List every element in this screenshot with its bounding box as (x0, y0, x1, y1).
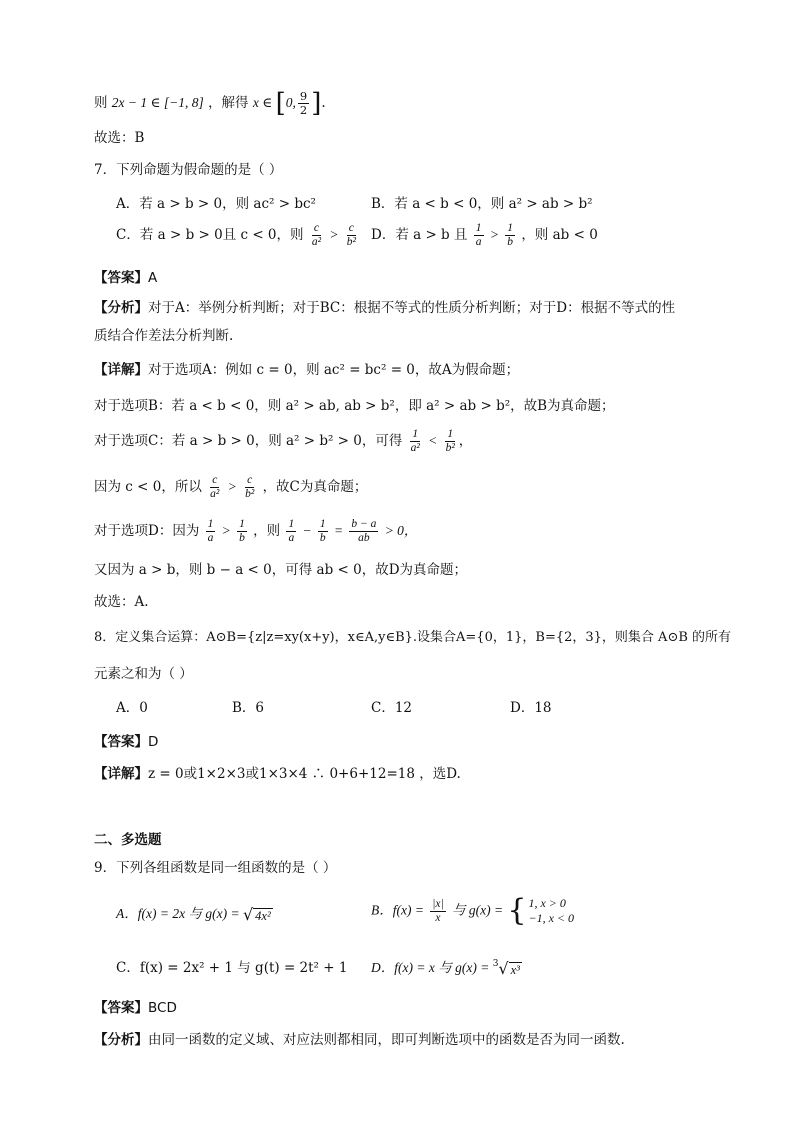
q7-detail-line2: 对于选项B：若 a < b < 0，则 a² > ab, ab > b²，即 a² > ab > b²，故B为真命题； (94, 398, 615, 414)
section-heading: 二、多选题 (94, 832, 162, 848)
fraction: $\frac{1}{a}$ (288, 518, 295, 544)
q9-option-d: D．f(x) = x 与 g(x) = $^3$√ x³ (371, 959, 520, 978)
cube-root: $^3$√ x³ (492, 959, 520, 978)
fraction: $\frac{|x|}{x}$ (432, 897, 444, 924)
q7-option-d: D．若 a > b 且 $\frac{1}{a}$ > $\frac{1}{b}$ ，则 ab < 0 (371, 222, 598, 248)
fraction: $\frac{1}{b}$ (239, 518, 245, 544)
fraction: $\frac{b - a}{ab}$ (351, 518, 377, 544)
fraction: $\frac{1}{\text{a²}}$ (410, 428, 420, 454)
fraction: $\frac{9}{2}$ (299, 89, 308, 117)
q8-title-line2: 元素之和为（ ） (94, 666, 193, 682)
q9-option-c: C．f(x) = 2x² + 1 与 g(t) = 2t² + 1 (116, 960, 348, 976)
fraction: $\frac{c}{\text{b²}}$ (346, 222, 356, 248)
q9-analysis: 【分析】由同一函数的定义域、对应法则都相同，即可判断选项中的函数是否为同一函数. (94, 1032, 625, 1048)
q7-title: 7．下列命题为假命题的是（ ） (94, 162, 283, 178)
q7-option-a: A．若 a > b > 0，则 ac² > bc² (116, 196, 316, 212)
fraction: $\frac{1}{b}$ (319, 518, 326, 544)
q7-detail-line1: 【详解】对于选项A：例如 c = 0，则 ac² = bc² = 0，故A为假命题； (94, 362, 520, 378)
q9-option-a: A．f(x) = 2x 与 g(x) = √ 4x² (116, 905, 271, 924)
q9-answer: 【答案】BCD (94, 1000, 177, 1016)
q7-detail-line3: 对于选项C：若 a > b > 0，则 a² > b² > 0，可得 $\frac{1}{\text{a²}}$ < $\frac{1}{\text{b²}}$ ， (94, 428, 473, 454)
q7-analysis-line1: 【分析】对于A：举例分析判断；对于BC：根据不等式的性质分析判断；对于D：根据不等式的性 (94, 300, 676, 316)
q7-detail-line6: 又因为 a > b，则 b − a < 0，可得 ab < 0，故D为真命题； (94, 562, 468, 578)
piecewise-function: { 1, x > 0 −1, x < 0 (507, 893, 575, 928)
q7-option-b: B．若 a < b < 0，则 a² > ab > b² (371, 196, 593, 212)
q8-option-b: B．6 (232, 700, 265, 716)
fraction: $\frac{c}{\text{a²}}$ (311, 222, 322, 248)
fraction: $\frac{1}{b}$ (507, 222, 514, 248)
intro-line: 则 2x − 1 ∈ [−1, 8] ，解得 x ∈ [0, $\frac{9}{2}$ ]. (94, 88, 326, 119)
q9-title: 9．下列各组函数是同一组函数的是（ ） (94, 860, 337, 876)
q7-choose: 故选：A. (94, 594, 149, 610)
intro-choose: 故选：B (94, 130, 145, 146)
q7-detail-line5: 对于选项D：因为 $\frac{1}{a}$ > $\frac{1}{b}$ ，则 $\frac{1}{a}$ − $\frac{1}{b}$ = $\frac{b - a}{ab}$ > 0， (94, 518, 418, 544)
q8-answer: 【答案】D (94, 734, 159, 750)
q8-option-d: D．18 (510, 700, 552, 716)
fraction: $\frac{1}{\text{b²}}$ (445, 428, 455, 454)
fraction: $\frac{c}{\text{b²}}$ (245, 474, 255, 500)
intro-math-range: 2x − 1 ∈ [−1, 8] (111, 95, 204, 110)
q7-answer: 【答案】A (94, 270, 158, 286)
q8-title-line1: 8．定义集合运算：A⊙B={z|z=xy(x+y)，x∈A,y∈B}.设集合A={0，1}，B={2，3}，则集合 A⊙B 的所有 (94, 630, 732, 645)
q8-detail: 【详解】z = 0或1×2×3或1×3×4 ∴ 0+6+12=18 ，选D. (94, 766, 461, 782)
fraction: $\frac{1}{a}$ (207, 518, 214, 544)
q8-option-a: A．0 (116, 700, 148, 716)
q8-option-c: C．12 (371, 700, 413, 716)
sqrt: √ 4x² (242, 905, 271, 924)
q7-analysis-line2: 质结合作差法分析判断. (94, 328, 234, 344)
q9-option-b: B．f(x) = $\frac{|x|}{x}$ 与 g(x) = { 1, x > 0 −1, x < 0 (371, 893, 575, 928)
fraction: $\frac{c}{\text{a²}}$ (210, 474, 220, 500)
q7-detail-line4: 因为 c < 0，所以 $\frac{c}{\text{a²}}$ > $\frac{c}{\text{b²}}$ ，故C为真命题； (94, 474, 368, 500)
fraction: $\frac{1}{a}$ (475, 222, 482, 248)
q7-option-c: C．若 a > b > 0且 c < 0，则 $\frac{c}{\text{a²}}$ > $\frac{c}{\text{b²}}$ (116, 222, 356, 248)
